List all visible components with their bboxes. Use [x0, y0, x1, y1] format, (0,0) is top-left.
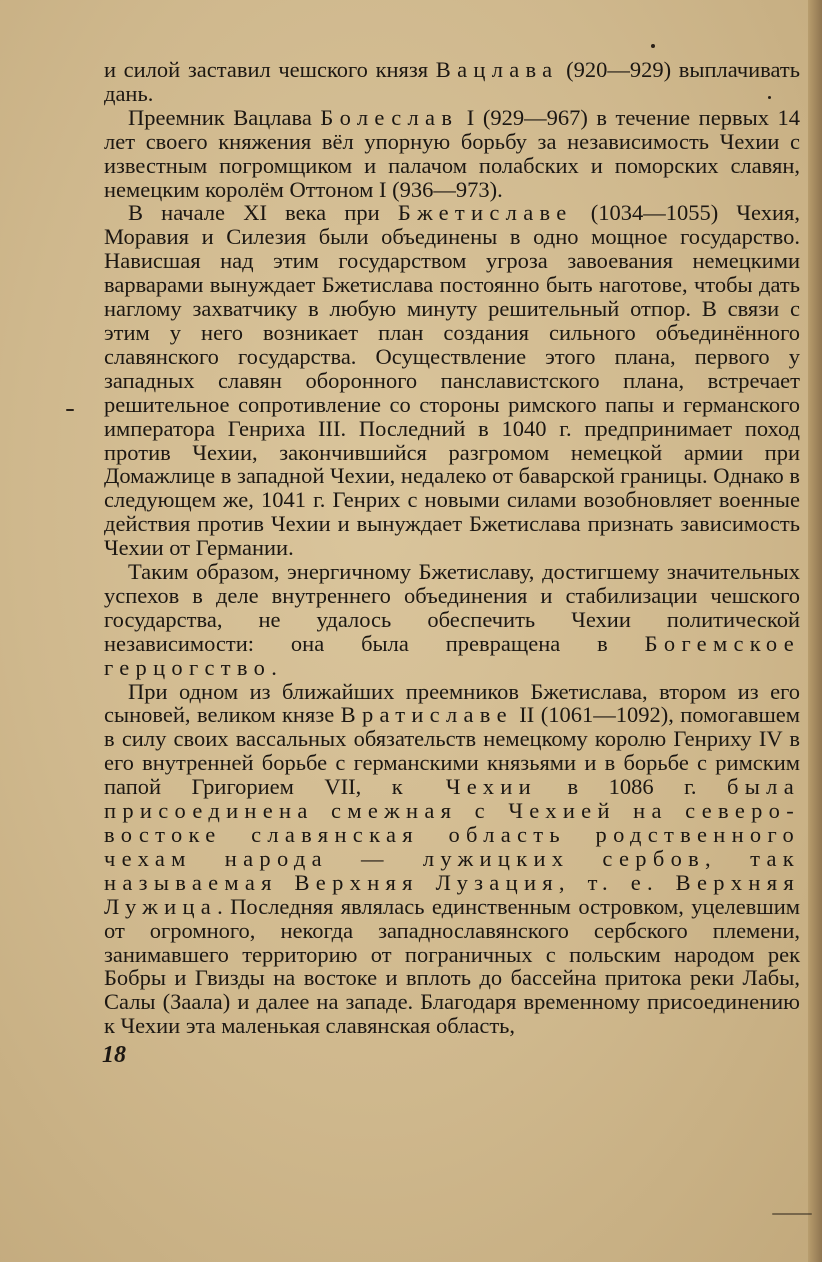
spaced-emphasis-text: Бжетиславе	[397, 200, 573, 226]
body-text	[104, 58, 800, 1038]
spaced-emphasis-text: Болеслав	[320, 104, 459, 130]
paragraph	[104, 201, 800, 560]
paragraph-text: и силой заставил чешского князя	[104, 57, 436, 82]
paragraph	[104, 560, 800, 680]
page-number: 18	[102, 1042, 126, 1068]
paragraph-text: (920—929) выплачивать дань.	[104, 57, 800, 106]
paragraph-text: I (929—967) в течение первых 14 лет своего княжения вёл упорную борьбу за независимость Чехии с известным погромщиком и палачом полабских и поморских славян, немецким королём Оттоном I (936—973).	[104, 104, 800, 202]
paragraph-text: . Последняя являлась единственным островком, уцелевшим от огромного, некогда западнославянского сербского племени, занимавшего территорию от пограничных с польским народом рек Бобры и Гвизды на востоке и вплоть до бассейна притока реки Лабы, Салы (Заала) и далее на западе. Благодаря временному присоединению к Чехии эта маленькая славянская область,	[104, 893, 800, 1039]
paragraph	[104, 58, 800, 106]
paragraph-text: II (1061—1092), помогавшем в силу своих вассальных обязательств немецкому королю Генриху IV в его внутренней борьбе с германскими князьями и в борьбе с римским папой Григорием VII,	[104, 702, 800, 800]
spaced-emphasis-text: была присоединена смежная с Чехией на северо-востоке славянская область родственного чехам народа — лужицких сербов, так называемая Верхняя Лузация, т. е. Верхняя Лужица	[104, 774, 800, 919]
paragraph	[104, 106, 800, 202]
paragraph-text: в 1086 г.	[537, 774, 728, 800]
paragraph-text: (1034—1055) Чехия, Моравия и Силезия были объединены в одно мощное государство. Нависшая над этим государством угроза завоевания немецкими варварами вынуждает Бжетислава постоянно быть наготове, чтобы дать наглому захватчику в любую минуту решительный отпор. В связи с этим у него возникает план создания сильного объединённого славянского государства. Осуществление этого плана, первого у западных славян оборонного панславистского плана, встречает решительное сопротивление со стороны римского папы и германского императора Генриха III. Последний в 1040 г. предпринимает поход против Чехии, закончившийся разгромом немецкой армии при Домажлице в западной Чехии, недалеко от баварской границы. Однако в следующем же, 1041 г. Генрих с новыми силами возобновляет военные действия против Чехии и вынуждает Бжетислава признать зависимость Чехии от Германии.	[104, 200, 800, 561]
print-speck	[772, 1213, 812, 1215]
spaced-emphasis-text: к Чехии	[391, 774, 537, 800]
paragraph-text: Таким образом, энергичному Бжетиславу, достигшему значительных успехов в деле внутреннего объединения и стабилизации чешского государства, не удалось обеспечить Чехии политической независимости: она была превращена в	[104, 559, 800, 656]
spaced-emphasis-text: Вацлава	[435, 57, 559, 82]
spaced-emphasis-text: Богемское герцогство	[104, 630, 800, 680]
spaced-emphasis-text: Вратиславе	[340, 702, 513, 728]
print-speck	[66, 409, 74, 411]
page-edge	[808, 0, 822, 1262]
paragraph-text: В начале XI века при	[128, 200, 398, 226]
paragraph	[104, 680, 800, 1039]
paragraph-text: .	[271, 654, 277, 680]
print-speck	[651, 44, 655, 48]
paragraph-text: При одном из ближайших преемников Бжетислава, втором из его сыновей, великом князе	[104, 678, 800, 728]
paragraph-text: Преемник Вацлава	[128, 104, 321, 130]
